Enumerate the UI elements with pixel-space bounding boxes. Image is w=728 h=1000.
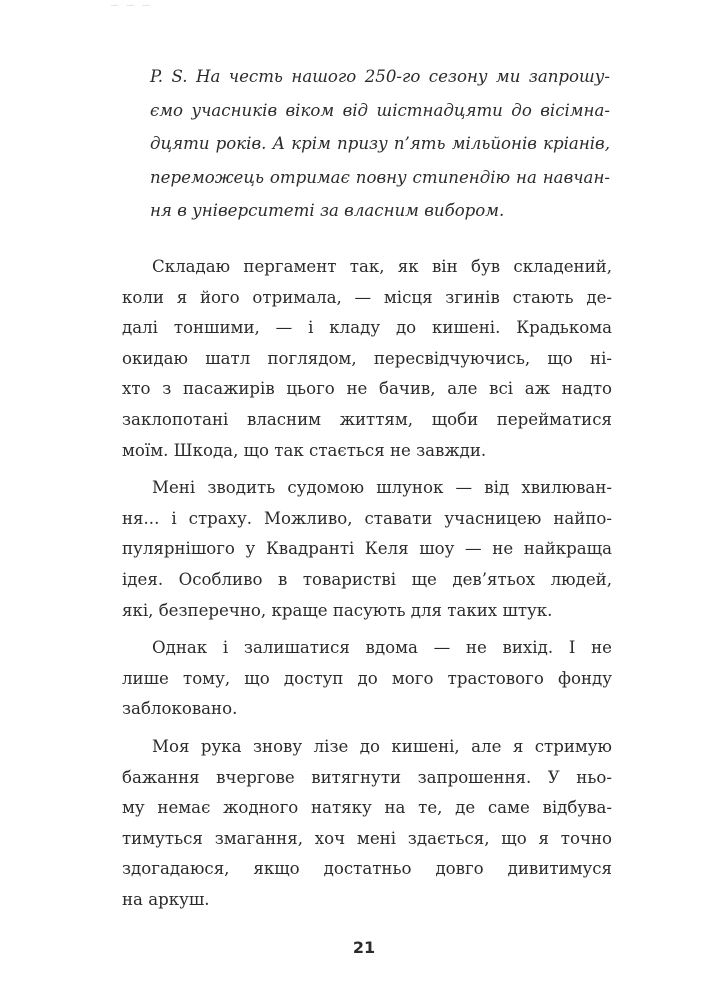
main-text bbox=[122, 252, 612, 922]
bleed-through-text: – – – bbox=[110, 0, 151, 15]
text-line: заблоковано. bbox=[122, 699, 238, 719]
text-line: тимуться змагання, хоч мені здається, що я точно bbox=[122, 828, 612, 848]
text-line: на аркуш. bbox=[122, 889, 210, 909]
text-line: окидаю шатл поглядом, пересвідчуючись, що ні- bbox=[122, 348, 612, 368]
text-line: Однак і залишатися вдома — не вихід. І не bbox=[152, 638, 612, 658]
text-line: здогадаюся, якщо достатньо довго дивитимуся bbox=[122, 859, 612, 879]
page-number: 21 bbox=[352, 938, 376, 957]
text-line: які, безперечно, краще пасують для таких штук. bbox=[122, 600, 553, 620]
text-line: бажання вчергове витягнути запрошення. У ньо- bbox=[122, 767, 612, 787]
text-line: заклопотані власним життям, щоби перейматися bbox=[122, 409, 612, 429]
text-line: му немає жодного натяку на те, де саме відбува- bbox=[122, 798, 612, 818]
postscript-line: P. S. На честь нашого 250-го сезону ми запрошу- bbox=[150, 67, 610, 86]
text-line: хто з пасажирів цього не бачив, але всі аж надто bbox=[122, 379, 612, 399]
postscript-line: ємо учасників віком від шістнадцяти до вісімна- bbox=[150, 100, 610, 120]
text-line: далі тоншими, — і кладу до кишені. Крадькома bbox=[122, 318, 612, 338]
text-line: моїм. Шкода, що так стається не завжди. bbox=[122, 440, 487, 460]
text-line: коли я його отримала, — місця згинів стають де- bbox=[122, 287, 612, 307]
text-line: ідея. Особливо в товаристві ще дев’ятьох людей, bbox=[122, 569, 612, 589]
paragraph-4 bbox=[122, 732, 612, 916]
text-line: пулярнішого у Квадранті Келя шоу — не найкраща bbox=[122, 539, 612, 559]
paragraph-2 bbox=[122, 473, 612, 626]
paragraph-1 bbox=[122, 252, 612, 466]
postscript-line: ня в університеті за власним вибором. bbox=[150, 201, 505, 220]
postscript-block bbox=[150, 60, 610, 228]
postscript-line: дцяти років. А крім призу п’ять мільйонів кріанів, bbox=[150, 134, 610, 153]
text-line: ня... і страху. Можливо, ставати учасницею найпо- bbox=[122, 508, 612, 528]
text-line: Складаю пергамент так, як він був складений, bbox=[152, 257, 612, 276]
text-line: лише тому, що доступ до мого трастового фонду bbox=[122, 668, 612, 688]
postscript-line: переможець отримає повну стипендію на навчан- bbox=[150, 167, 610, 187]
text-line: Мені зводить судомою шлунок — від хвилюван- bbox=[152, 478, 612, 498]
paragraph-3 bbox=[122, 633, 612, 725]
text-line: Моя рука знову лізе до кишені, але я стримую bbox=[152, 736, 612, 756]
